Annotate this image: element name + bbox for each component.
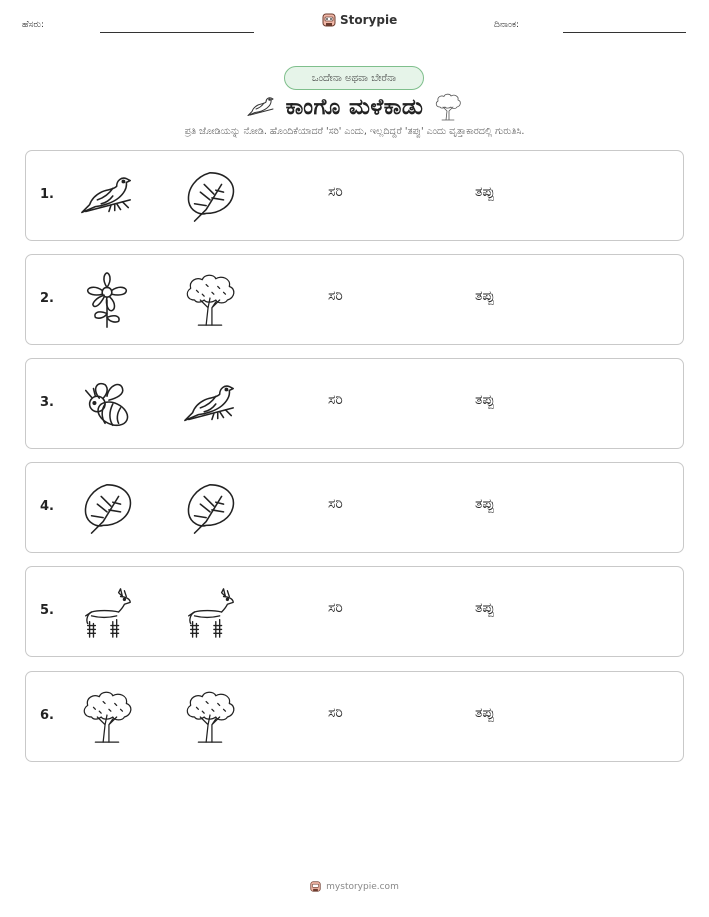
storypie-mascot-icon	[310, 880, 321, 893]
tree-icon	[181, 271, 239, 329]
brand-name: Storypie	[340, 13, 398, 27]
right-picture	[181, 167, 239, 225]
worksheet-type-label: ಒಂದೇನಾ ಅಥವಾ ಬೇರೆನಾ	[311, 72, 397, 84]
worksheet-header	[0, 0, 709, 40]
right-picture	[181, 583, 239, 641]
tree-icon	[181, 688, 239, 746]
left-picture	[78, 583, 136, 641]
storypie-mascot-icon	[322, 12, 336, 28]
left-picture	[78, 479, 136, 537]
bee-icon	[78, 375, 136, 433]
right-picture	[181, 375, 239, 433]
footer-site: mystorypie.com	[326, 881, 399, 892]
question-row	[25, 671, 684, 762]
page-title: ಕಾಂಗೊ ಮಳೆಕಾಡು	[285, 94, 424, 120]
name-field-line[interactable]	[100, 32, 254, 33]
question-number: 1.	[40, 187, 54, 202]
question-row	[25, 254, 684, 345]
left-picture	[78, 375, 136, 433]
option-different[interactable]: ತಪ್ಪು	[475, 600, 495, 616]
footer	[0, 880, 709, 893]
left-picture	[78, 167, 136, 225]
tree-icon	[433, 92, 463, 122]
left-picture	[78, 688, 136, 746]
right-picture	[181, 479, 239, 537]
date-label: ದಿನಾಂಕ:	[494, 20, 520, 30]
title-row	[0, 91, 709, 123]
question-number: 3.	[40, 395, 54, 410]
bird-icon	[181, 375, 239, 433]
bird-icon	[78, 167, 136, 225]
option-different[interactable]: ತಪ್ಪು	[475, 392, 495, 408]
flower-icon	[78, 271, 136, 329]
leaf-icon	[181, 167, 239, 225]
question-row	[25, 462, 684, 553]
option-different[interactable]: ತಪ್ಪು	[475, 184, 495, 200]
okapi-icon	[181, 583, 239, 641]
name-label: ಹೆಸರು:	[22, 20, 45, 30]
brand-logo	[322, 12, 397, 28]
date-field-line[interactable]	[563, 32, 686, 33]
question-number: 6.	[40, 708, 54, 723]
question-row	[25, 150, 684, 241]
question-number: 2.	[40, 291, 54, 306]
option-same[interactable]: ಸರಿ	[328, 392, 343, 408]
option-same[interactable]: ಸರಿ	[328, 496, 343, 512]
leaf-icon	[181, 479, 239, 537]
option-different[interactable]: ತಪ್ಪು	[475, 496, 495, 512]
option-same[interactable]: ಸರಿ	[328, 600, 343, 616]
left-picture	[78, 271, 136, 329]
question-number: 5.	[40, 603, 54, 618]
question-number: 4.	[40, 499, 54, 514]
question-row	[25, 358, 684, 449]
tree-icon	[78, 688, 136, 746]
leaf-icon	[78, 479, 136, 537]
question-row	[25, 566, 684, 657]
option-same[interactable]: ಸರಿ	[328, 288, 343, 304]
bird-icon	[246, 92, 276, 122]
okapi-icon	[78, 583, 136, 641]
instructions: ಪ್ರತಿ ಜೋಡಿಯನ್ನು ನೋಡಿ. ಹೊಂದಿಕೆಯಾದರೆ 'ಸರಿ' ಎಂದು, ಇಲ್ಲದಿದ್ದರೆ 'ತಪ್ಪು' ಎಂದು ವೃತ್ತಾಕಾರದಲ್ಲಿ ಗುರುತಿಸಿ.	[184, 126, 525, 137]
option-same[interactable]: ಸರಿ	[328, 184, 343, 200]
option-same[interactable]: ಸರಿ	[328, 705, 343, 721]
option-different[interactable]: ತಪ್ಪು	[475, 705, 495, 721]
right-picture	[181, 271, 239, 329]
right-picture	[181, 688, 239, 746]
worksheet-type-badge	[284, 66, 424, 90]
option-different[interactable]: ತಪ್ಪು	[475, 288, 495, 304]
